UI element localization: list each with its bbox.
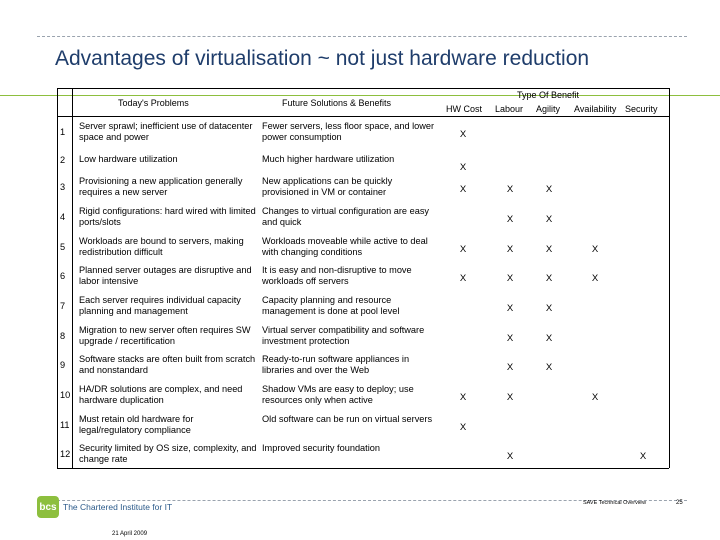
benefit-mark: X [506,362,514,373]
page-number: 25 [676,500,683,506]
benefit-mark: X [459,273,467,284]
problem-text: Planned server outages are disruptive and labor intensive [79,265,252,286]
header-underline [57,116,669,117]
row-number: 10 [60,390,71,400]
footer-title: SAVE Technical Overview [583,500,647,506]
benefit-mark: X [506,451,514,462]
benefit-mark: X [639,451,647,462]
problem-text: Each server requires individual capacity planning and management [79,295,241,316]
benefit-mark: X [545,273,553,284]
bcs-logo: bcs [37,496,59,518]
benefit-mark: X [459,392,467,403]
header-type-of-benefit: Type Of Benefit [517,90,580,100]
row-number: 3 [60,182,66,192]
row-number: 1 [60,127,66,137]
benefit-mark: X [545,184,553,195]
benefit-mark: X [545,303,553,314]
solution-text: Changes to virtual configuration are easy and quick [262,206,430,227]
benefit-mark: X [506,244,514,255]
benefit-mark: X [545,214,553,225]
table-frame-left [57,88,58,468]
row-number: 5 [60,242,66,252]
benefit-mark: X [591,392,599,403]
table-frame-bottom [57,468,669,469]
benefit-mark: X [506,303,514,314]
solution-text: Improved security foundation [262,443,380,453]
num-col-divider [72,88,73,468]
row-number: 2 [60,155,66,165]
benefit-mark: X [506,273,514,284]
problem-text: Software stacks are often built from scratch and nonstandard [79,354,256,375]
header-solutions: Future Solutions & Benefits [282,98,392,108]
solution-text: Old software can be run on virtual servers [262,414,433,424]
solution-text: It is easy and non-disruptive to move workloads off servers [262,265,412,286]
benefit-mark: X [459,184,467,195]
solution-text: Capacity planning and resource management is done at pool level [262,295,400,316]
row-number: 7 [60,301,66,311]
top-divider [37,36,687,37]
benefit-mark: X [545,244,553,255]
problem-text: Migration to new server often requires SW upgrade / recertification [79,325,251,346]
benefit-mark: X [459,162,467,173]
header-problems: Today's Problems [118,98,189,108]
problem-text: Workloads are bound to servers, making redistribution difficult [79,236,244,257]
row-number: 6 [60,271,66,281]
table-frame-right [669,88,670,468]
benefit-mark: X [591,273,599,284]
problem-text: Low hardware utilization [79,154,178,164]
date: 21 April 2009 [112,531,148,537]
row-number: 11 [60,420,70,430]
benefit-mark: X [545,333,553,344]
benefit-mark: X [459,244,467,255]
solution-text: Ready-to-run software appliances in libraries and over the Web [262,354,410,375]
benefit-mark: X [506,184,514,195]
benefit-mark: X [545,362,553,373]
accent-line [0,95,720,96]
header-benefit-5: Security [625,104,658,114]
problem-text: HA/DR solutions are complex, and need hardware duplication [79,384,243,405]
row-number: 8 [60,331,66,341]
table-frame-top [57,88,669,89]
row-number: 9 [60,360,66,370]
solution-text: New applications can be quickly provisioned in VM or container [262,176,393,197]
benefit-mark: X [506,333,514,344]
org-name: The Chartered Institute for IT [63,502,173,512]
problem-text: Server sprawl; inefficient use of datacenter space and power [79,121,253,142]
benefit-mark: X [506,392,514,403]
header-benefit-4: Availability [574,104,617,114]
row-number: 4 [60,212,66,222]
solution-text: Shadow VMs are easy to deploy; use resources only when active [262,384,414,405]
benefit-mark: X [459,422,467,433]
row-number: 12 [60,449,71,459]
header-benefit-1: HW Cost [446,104,482,114]
problem-text: Provisioning a new application generally requires a new server [79,176,243,197]
solution-text: Workloads moveable while active to deal with changing conditions [262,236,428,257]
problem-text: Security limited by OS size, complexity, and change rate [79,443,257,464]
solution-text: Virtual server compatibility and software investment protection [262,325,425,346]
benefit-mark: X [459,129,467,140]
benefit-mark: X [591,244,599,255]
header-benefit-3: Agility [536,104,561,114]
solution-text: Fewer servers, less floor space, and lower power consumption [262,121,435,142]
problem-text: Rigid configurations: hard wired with limited ports/slots [79,206,256,227]
problem-text: Must retain old hardware for legal/regulatory compliance [79,414,194,435]
slide-title: Advantages of virtualisation ~ not just hardware reduction [55,47,590,70]
solution-text: Much higher hardware utilization [262,154,395,164]
benefit-mark: X [506,214,514,225]
header-benefit-2: Labour [495,104,524,114]
